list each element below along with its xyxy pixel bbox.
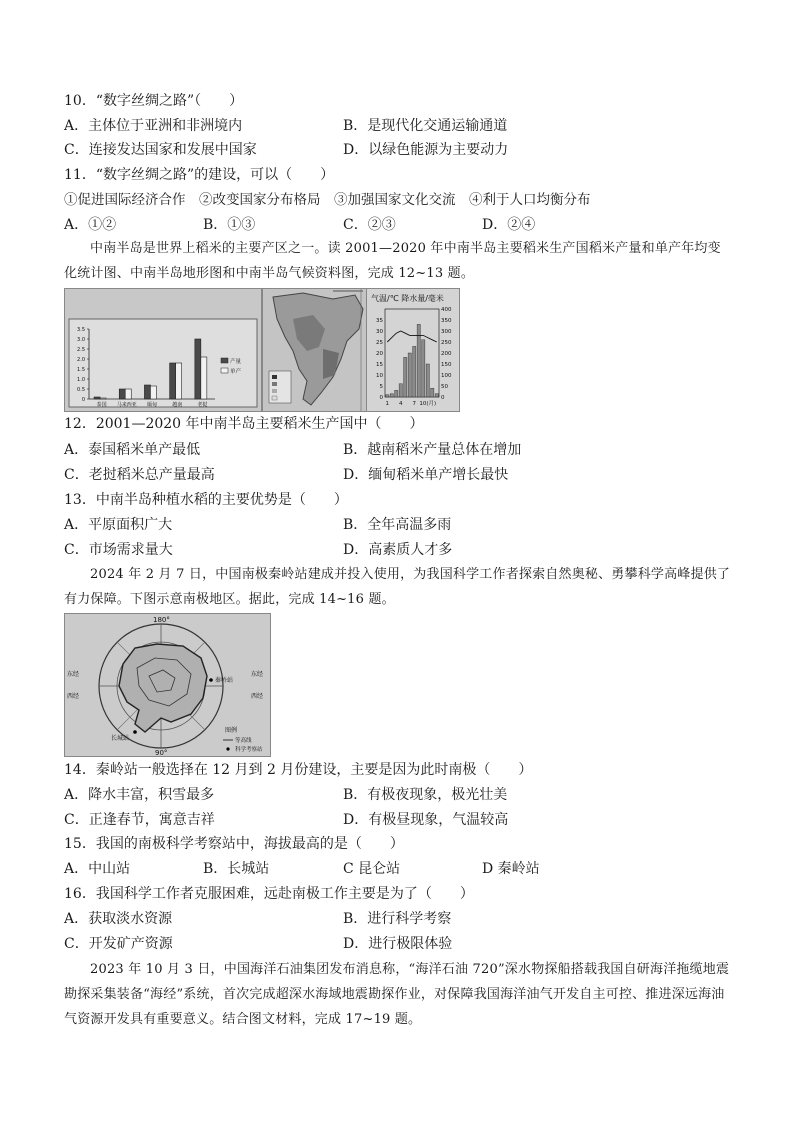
rice-ytick: 0.5 (77, 387, 85, 393)
rice-ytick: 0 (81, 397, 85, 403)
antarctica-map-figure (64, 613, 271, 757)
rice-bar (119, 389, 125, 399)
rice-chart-figure (64, 288, 262, 412)
precip-bar (422, 340, 425, 397)
rice-bar (94, 397, 100, 399)
rice-category-label: 越南 (172, 402, 183, 408)
q13-option-b: B．全年高温多雨 (343, 517, 452, 533)
climate-ytick-right: 100 (441, 373, 452, 379)
climate-xtick: 7 (412, 401, 416, 407)
q14-option-c: C．正逢春节，寓意吉祥 (64, 812, 215, 828)
climate-ytick-left: 15 (376, 362, 383, 368)
climate-ytick-left: 10 (376, 373, 383, 379)
climate-ytick-left: 30 (376, 329, 383, 335)
climate-chart-figure (366, 288, 460, 412)
rice-ytick: 3.5 (77, 327, 85, 333)
q12-option-d: D．缅甸稻米单产增长最快 (343, 467, 509, 483)
precip-bar (395, 390, 398, 397)
q14-option-a: A．降水丰富，积雪最多 (64, 787, 215, 803)
rice-category-label: 泰国 (96, 402, 107, 408)
lon-90-label: 90° (155, 749, 168, 756)
q12-option-b: B．越南稻米产量总体在增加 (343, 442, 522, 458)
q13-option-d: D．高素质人才多 (343, 542, 453, 558)
q10-stem: 10．“数字丝绸之路”（ ） (64, 93, 244, 109)
rice-legend-label: 单产 (230, 369, 242, 375)
climate-ytick-right: 350 (441, 318, 452, 324)
intro-17-19: 2023 年 10 月 3 日，中国海洋石油集团发布消息称，“海洋石油 720”深水物探船搭载我国自研海洋拖缆地震勘探采集装备“海经”系统，首次完成超深水海域地震勘探作业，对保障我国海洋油气开发自主可控、推进深远海油气资源开发具有重要意义。结合图文材料，完成 17~19 题。 (64, 962, 730, 1027)
q13-option-c: C．市场需求量大 (64, 542, 173, 558)
q12-option-a: A．泰国稻米单产最低 (64, 442, 201, 458)
legend-title: 图例 (225, 727, 238, 734)
q14-option-d: D．有极昼现象，气温较高 (343, 812, 509, 828)
lon-180-label: 180° (153, 616, 170, 624)
climate-ytick-left: 25 (376, 340, 383, 346)
rice-bar (125, 389, 131, 399)
legend-contour: 等高线 (235, 738, 252, 744)
precip-bar (413, 346, 416, 397)
q16-option-c: C．开发矿产资源 (64, 936, 173, 952)
climate-xtick: 10(月) (419, 401, 437, 407)
rice-bar (100, 398, 106, 399)
climate-xtick: 1 (385, 401, 389, 407)
q10-option-a: A．主体位于亚洲和非洲境内 (64, 118, 243, 134)
q11-statements: ①促进国际经济合作 ②改变国家分布格局 ③加强国家文化交流 ④利于人口均衡分布 (64, 192, 591, 208)
climate-ytick-right: 250 (441, 340, 452, 346)
rice-category-label: 缅甸 (146, 402, 158, 408)
climate-ytick-left: 0 (379, 395, 383, 401)
qinling-station-marker (209, 678, 213, 682)
q10-option-d: D．以绿色能源为主要动力 (343, 142, 509, 158)
q15-stem: 15．我国的南极科学考察站中，海拔最高的是（ ） (64, 836, 404, 852)
climate-ytick-left: 5 (379, 384, 383, 390)
qinling-station-label: 秦岭站 (215, 677, 234, 684)
rice-category-label: 马来西亚 (116, 402, 137, 408)
rice-ytick: 1.0 (77, 377, 85, 383)
rice-legend-swatch (221, 368, 228, 373)
rice-ytick: 3.0 (77, 337, 85, 343)
q15-option-d: D 秦岭站 (482, 861, 540, 877)
climate-xtick: 4 (399, 401, 403, 407)
q11-option-c: C．②③ (343, 217, 396, 233)
q11-stem: 11．“数字丝绸之路”的建设，可以（ ） (64, 167, 335, 183)
indochina-map-figure (262, 288, 368, 412)
q13-option-a: A．平原面积广大 (64, 517, 173, 533)
q14-stem: 14．秦岭站一般选择在 12 月到 2 月份建设，主要是因为此时南极（ ） (64, 762, 533, 778)
precip-bar (404, 357, 407, 397)
legend-station: 科学考察站 (235, 747, 263, 753)
antarctica-map (65, 614, 270, 756)
rice-ytick: 2.0 (77, 357, 85, 363)
rice-bar (170, 363, 176, 399)
precip-bar (435, 394, 438, 397)
rice-bar (176, 363, 182, 399)
precip-bar (426, 364, 429, 397)
q11-option-d: D．②④ (482, 217, 536, 233)
q11-option-b: B．①③ (203, 217, 256, 233)
climate-ytick-right: 400 (441, 307, 452, 313)
q16-option-b: B．进行科学考察 (343, 911, 452, 927)
q10-option-b: B．是现代化交通运输通道 (343, 118, 508, 134)
climate-title: 气温/℃ 降水量/毫米 (371, 294, 444, 303)
climate-chart (367, 289, 459, 411)
changcheng-station-marker (133, 730, 137, 734)
climate-ytick-left: 20 (376, 351, 383, 357)
rice-ytick: 2.5 (77, 347, 85, 353)
q14-option-b: B．有极夜现象，极光壮美 (343, 787, 508, 803)
q15-option-a: A．中山站 (64, 861, 131, 877)
q11-option-a: A．①② (64, 217, 117, 233)
east-longitude-label-left: 东经 (67, 671, 80, 678)
rice-bar (201, 357, 207, 399)
q16-option-d: D．进行极限体验 (343, 936, 453, 952)
q15-option-b: B．长城站 (203, 861, 270, 877)
precip-bar (408, 353, 411, 397)
climate-ytick-right: 200 (441, 351, 452, 357)
q13-stem: 13．中南半岛种植水稻的主要优势是（ ） (64, 492, 348, 508)
rice-bar (150, 386, 156, 399)
rice-bar-chart (65, 289, 261, 411)
rice-legend-swatch (221, 358, 228, 363)
precip-bar (390, 394, 393, 397)
rice-ytick: 1.5 (77, 367, 85, 373)
q12-stem: 12．2001—2020 年中南半岛主要稻米生产国中（ ） (64, 416, 424, 432)
west-longitude-label-left: 西经 (67, 693, 80, 700)
q16-option-a: A．获取淡水资源 (64, 911, 173, 927)
intro-12-13: 中南半岛是世界上稻米的主要产区之一。读 2001—2020 年中南半岛主要稻米生产国稻米产量和单产年均变化统计图、中南半岛地形图和中南半岛气候资料图，完成 12~13 题。 (64, 241, 721, 281)
q12-option-c: C．老挝稻米总产量最高 (64, 467, 215, 483)
climate-ytick-right: 300 (441, 329, 452, 335)
precip-bar (399, 384, 402, 397)
q15-option-c: C 昆仑站 (343, 861, 401, 877)
west-longitude-label-right: 西经 (251, 693, 264, 700)
q10-option-c: C．连接发达国家和发展中国家 (64, 142, 257, 158)
climate-ytick-right: 50 (441, 384, 448, 390)
climate-ytick-right: 0 (441, 395, 445, 401)
rice-bar (144, 385, 150, 399)
changcheng-station-label: 长城站 (111, 735, 130, 742)
east-longitude-label-right: 东经 (251, 671, 264, 678)
precip-bar (386, 395, 389, 397)
climate-ytick-right: 150 (441, 362, 452, 368)
climate-ytick-left: 35 (376, 318, 383, 324)
rice-category-label: 老挝 (197, 402, 208, 408)
intro-14-16: 2024 年 2 月 7 日，中国南极秦岭站建成并投入使用，为我国科学工作者探索自然奥秘、勇攀科学高峰提供了有力保障。下图示意南极地区。据此，完成 14~16 题。 (64, 567, 731, 607)
rice-legend-label: 产量 (230, 359, 242, 365)
rice-bar (195, 339, 201, 399)
precip-bar (431, 388, 434, 397)
terrain-map (263, 289, 367, 411)
q16-stem: 16．我国科学工作者克服困难，远赴南极工作主要是为了（ ） (64, 886, 474, 902)
